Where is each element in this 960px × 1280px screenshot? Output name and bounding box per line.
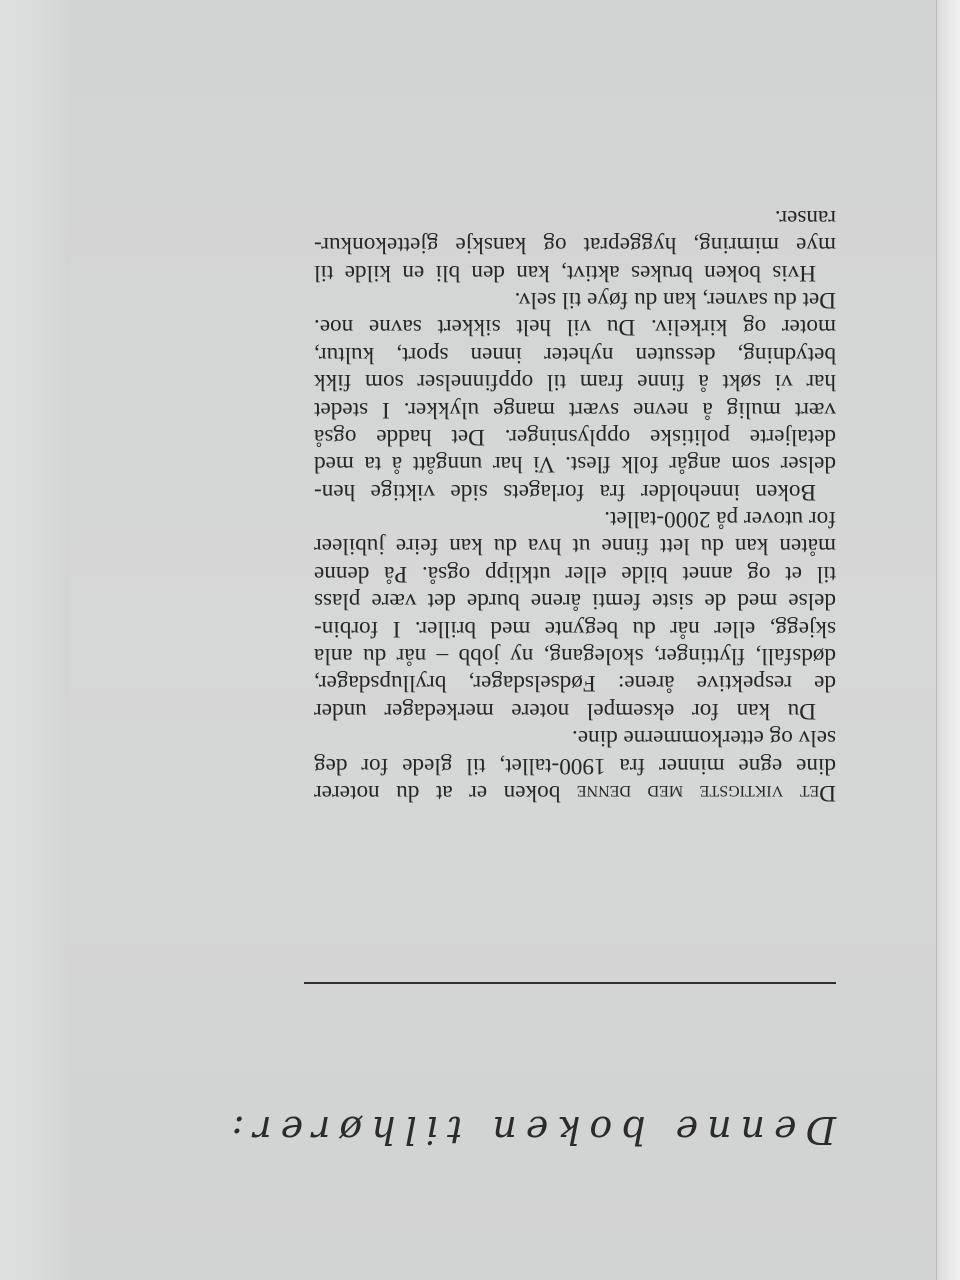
- body-line: Det du savner, kan du føye til selv.: [514, 286, 836, 313]
- page-title: Denne boken tilhører:: [222, 1108, 836, 1152]
- body-line: moter og kirkeliv. Du vil helt sikkert savne noe.: [314, 314, 836, 341]
- book-cover-edge: [0, 0, 71, 1280]
- owner-signature-line: [304, 982, 836, 984]
- body-line: Du kan for eksempel notere merkedager under: [314, 697, 816, 724]
- body-line: Hvis boken brukes aktivt, kan den bli en kilde til: [314, 259, 816, 286]
- body-line: betydning, dessuten nyheter innen sport, kultur,: [314, 341, 836, 368]
- body-line: detaljerte politiske opplysninger. Det hadde også: [314, 423, 836, 450]
- body-line: de respektive årene: Fødselsdager, bryllupsdager,: [314, 670, 836, 697]
- body-line: måten kan du lett finne ut hva du kan feire jubileer: [314, 533, 836, 560]
- body-line: delse med de siste femti årene burde det være plass: [314, 588, 836, 615]
- body-line: delser som angår folk flest. Vi har unngått å ta med: [314, 451, 836, 478]
- book-page: [70, 0, 936, 1280]
- body-line: vært mulig å nevne svært mange ulykker. I stedet: [314, 396, 836, 423]
- body-line: Det viktigste med denne boken er at du noterer: [314, 780, 836, 806]
- body-line: mye mimring, hyggeprat og kanskje gjettekonkur-: [314, 232, 836, 259]
- body-line: har vi søkt å finne fram til oppfinnelser som fikk: [314, 369, 836, 396]
- body-text: [314, 203, 836, 806]
- body-line: ranser.: [774, 204, 836, 231]
- upside-down-page-content: [70, 0, 936, 1280]
- body-line: skjegg, eller når du begynte med briller. I forbin-: [314, 615, 836, 642]
- body-line: selv og etterkommerne dine.: [572, 725, 836, 752]
- body-line: til et og annet bilde eller utklipp også. På denne: [314, 560, 836, 587]
- page-stack-edge: [936, 0, 960, 1280]
- body-line: Boken inneholder fra forlagets side viktige hen-: [314, 478, 816, 505]
- body-line: dødsfall, flyttinger, skolegang, ny jobb – når du anla: [314, 643, 836, 670]
- body-line: dine egne minner fra 1900-tallet, til glede for deg: [314, 752, 836, 779]
- body-line: for utover på 2000-tallet.: [604, 506, 836, 533]
